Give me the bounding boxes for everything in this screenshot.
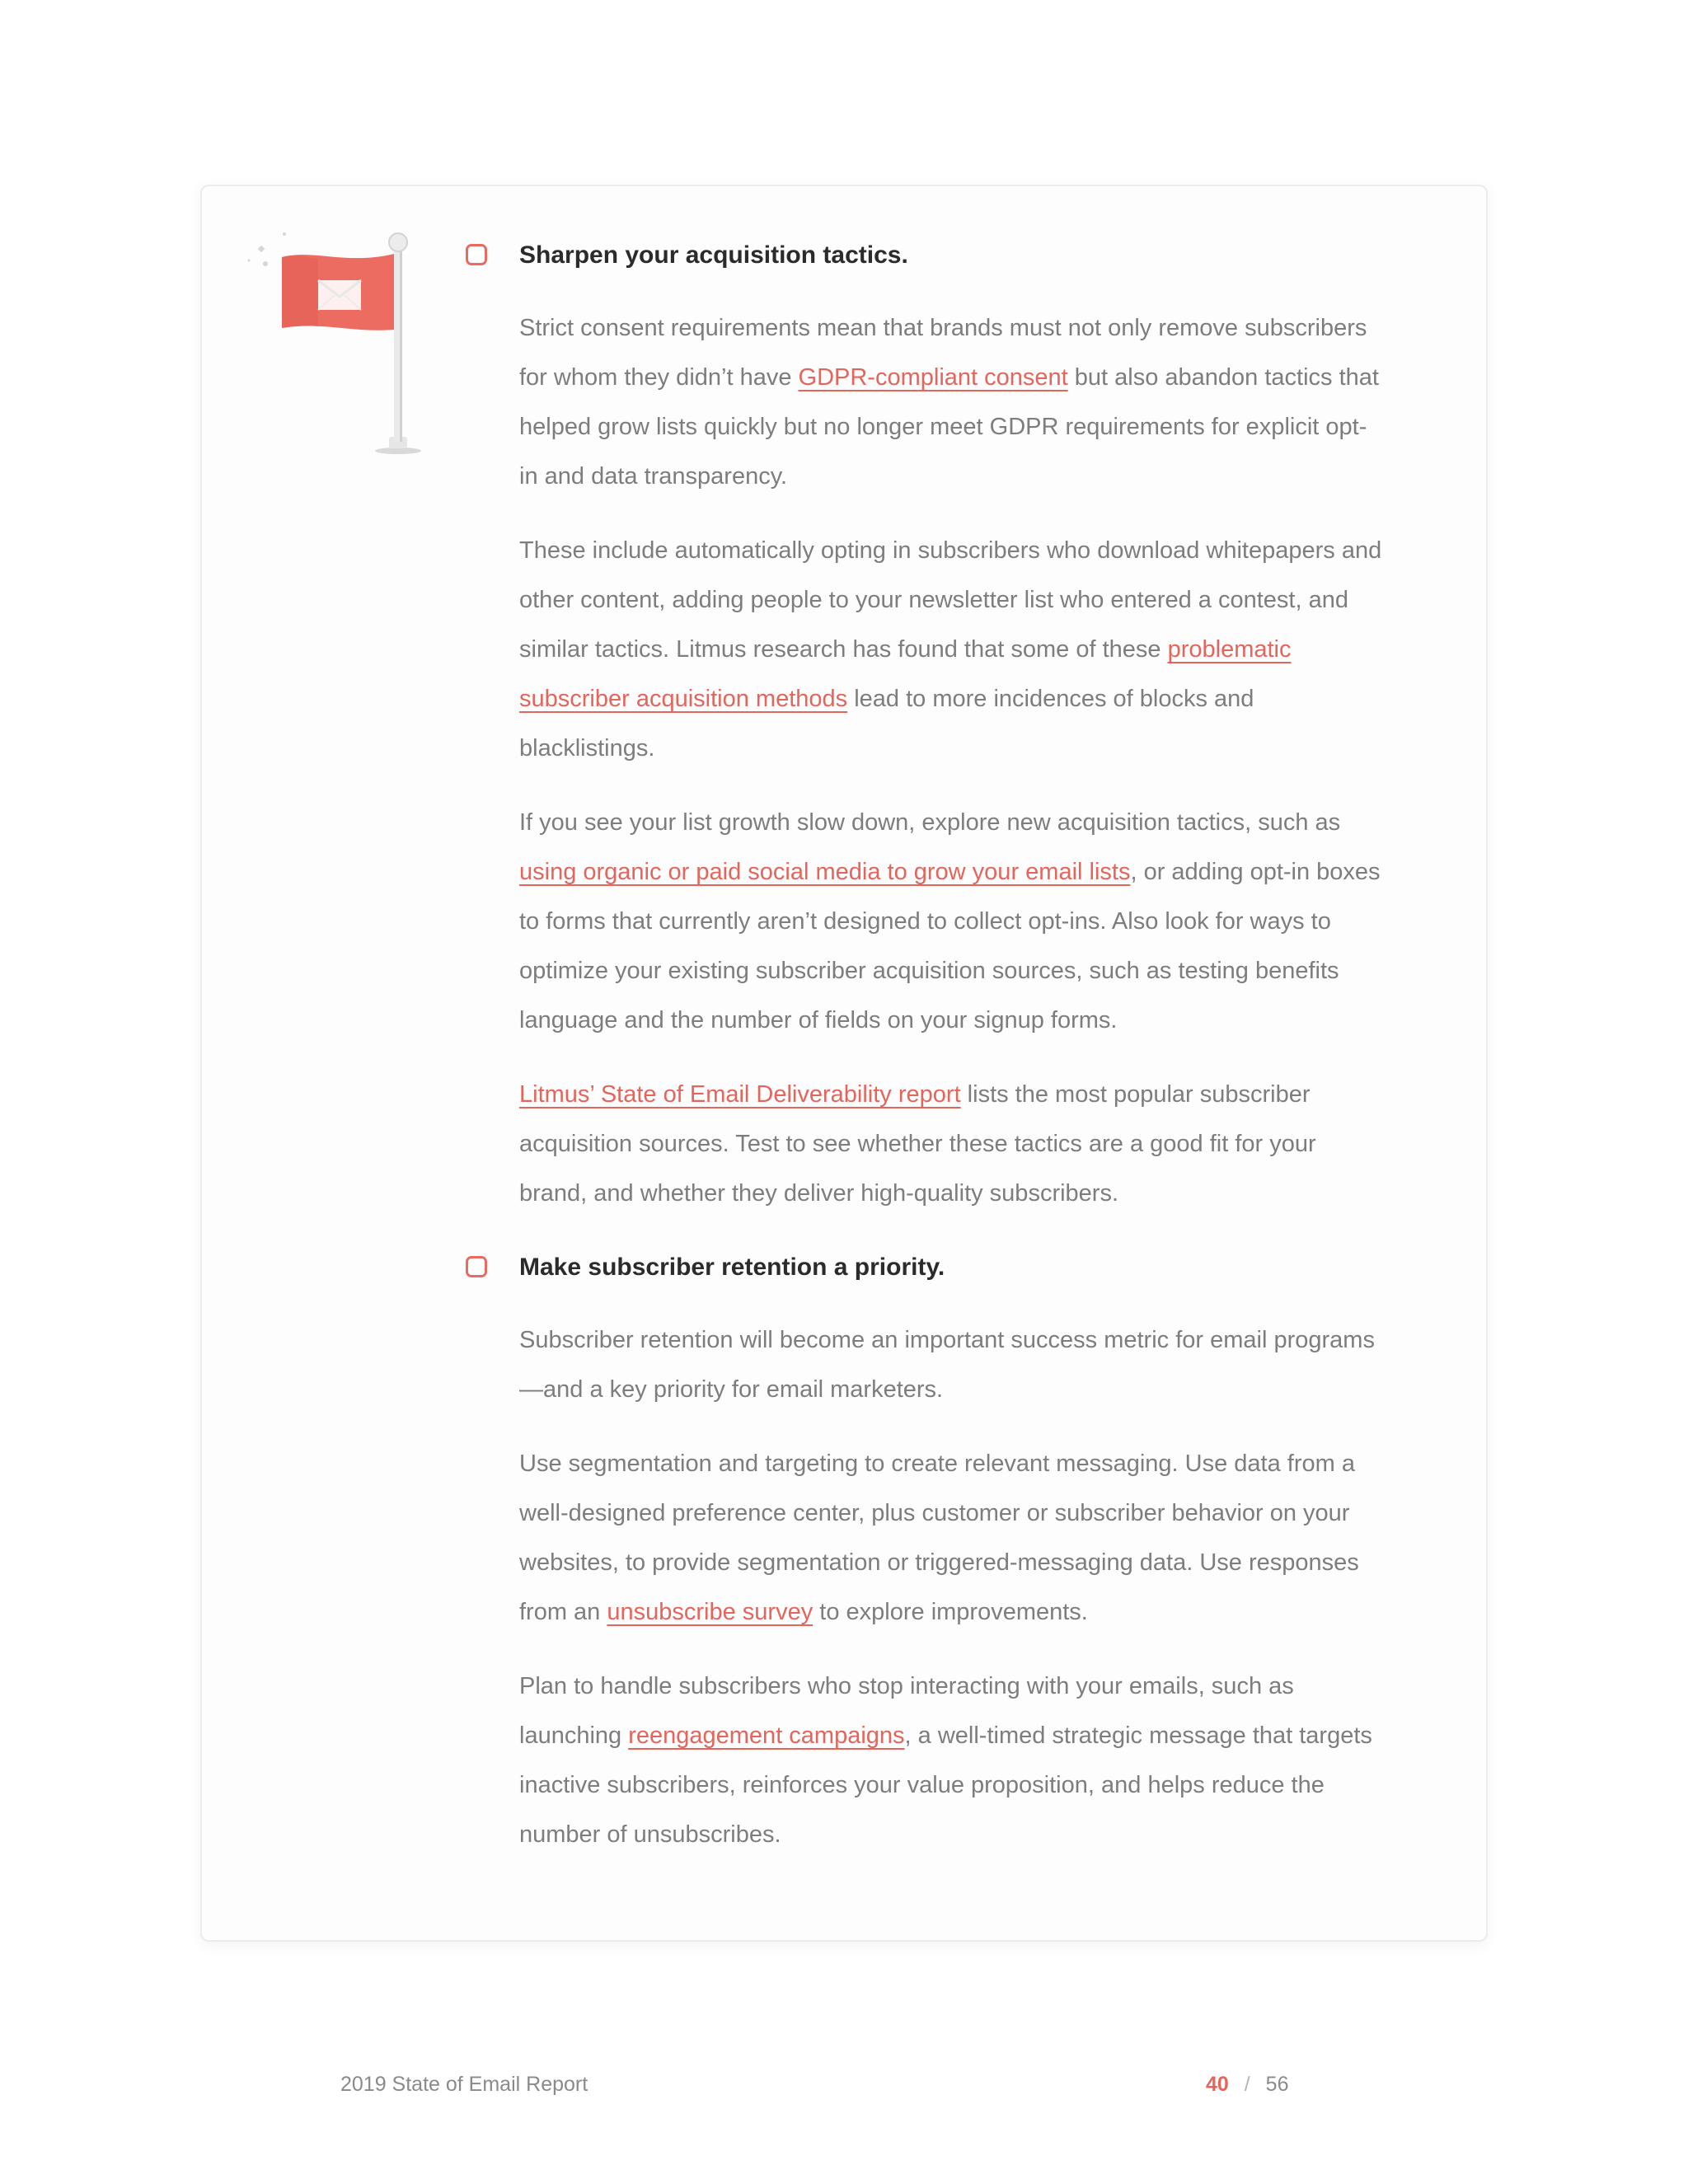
page-footer — [340, 2073, 1288, 2106]
checklist-item-title: Make subscriber retention a priority. — [519, 1254, 945, 1281]
empty-checkbox-icon[interactable] — [466, 244, 487, 265]
inline-link[interactable]: using organic or paid social media to grow your email lists — [519, 859, 1131, 885]
paragraph-text: Plan to handle subscribers who stop interacting with your emails, such as launching — [519, 1673, 1294, 1749]
checklist-item-title: Sharpen your acquisition tactics. — [519, 241, 908, 269]
body-paragraph — [519, 1070, 1385, 1218]
checklist-item — [466, 231, 1414, 1218]
paragraph-text: lead to more incidences of blocks and blacklistings. — [519, 686, 1254, 762]
body-paragraph — [519, 1439, 1385, 1637]
current-page-number: 40 — [1206, 2073, 1229, 2096]
page-indicator — [1206, 2073, 1288, 2097]
body-paragraph — [519, 303, 1385, 501]
paragraph-text: but also abandon tactics that helped grow lists quickly but no longer meet GDPR requirements for explicit opt-in and data transparency. — [519, 364, 1379, 490]
report-title: 2019 State of Email Report — [340, 2073, 588, 2096]
body-paragraph — [519, 1315, 1385, 1414]
paragraph-text: to explore improvements. — [813, 1599, 1088, 1625]
inline-link[interactable]: Litmus’ State of Email Deliverability report — [519, 1081, 961, 1108]
paragraph-text: If you see your list growth slow down, explore new acquisition tactics, such as — [519, 809, 1341, 836]
body-paragraph — [519, 526, 1385, 773]
paragraph-text: These include automatically opting in subscribers who download whitepapers and other content, adding people to your newsletter list who entered a contest, and similar tactics. Litmus research has found that some of these — [519, 537, 1382, 663]
paragraph-text: Strict consent requirements mean that brands must not only remove subscribers for whom they didn’t have — [519, 315, 1367, 391]
total-page-count: 56 — [1265, 2073, 1289, 2096]
inline-link[interactable]: problematic subscriber acquisition methods — [519, 636, 1292, 712]
paragraph-text: lists the most popular subscriber acquisition sources. Test to see whether these tactics are a good fit for your brand, and whether they deliver high-quality subscribers. — [519, 1081, 1316, 1207]
paragraph-text: , or adding opt-in boxes to forms that currently aren’t designed to collect opt-ins. Also look for ways to optimize your existing subscriber acquisition sources, such as testing benefits language and the number of fields on your signup forms. — [519, 859, 1381, 1033]
paragraph-text: Subscriber retention will become an important success metric for email programs—and a key priority for email marketers. — [519, 1327, 1375, 1403]
body-paragraph — [519, 1661, 1385, 1859]
paragraph-text: Use segmentation and targeting to create relevant messaging. Use data from a well-designed preference center, plus customer or subscriber behavior on your websites, to provide segmentation or triggered-messaging data. Use responses from an — [519, 1451, 1359, 1625]
body-paragraph — [519, 798, 1385, 1045]
page-separator: / — [1244, 2073, 1250, 2096]
inline-link[interactable]: reengagement campaigns — [628, 1722, 905, 1749]
article-body — [466, 231, 1414, 1884]
empty-checkbox-icon[interactable] — [466, 1256, 487, 1277]
paragraph-text: , a well-timed strategic message that targets inactive subscribers, reinforces your value proposition, and helps reduce the number of unsubscribes. — [519, 1722, 1372, 1848]
flag-with-envelope-icon — [247, 224, 437, 463]
inline-link[interactable]: GDPR-compliant consent — [798, 364, 1068, 391]
checklist-item — [466, 1243, 1414, 1859]
inline-link[interactable]: unsubscribe survey — [607, 1599, 814, 1625]
